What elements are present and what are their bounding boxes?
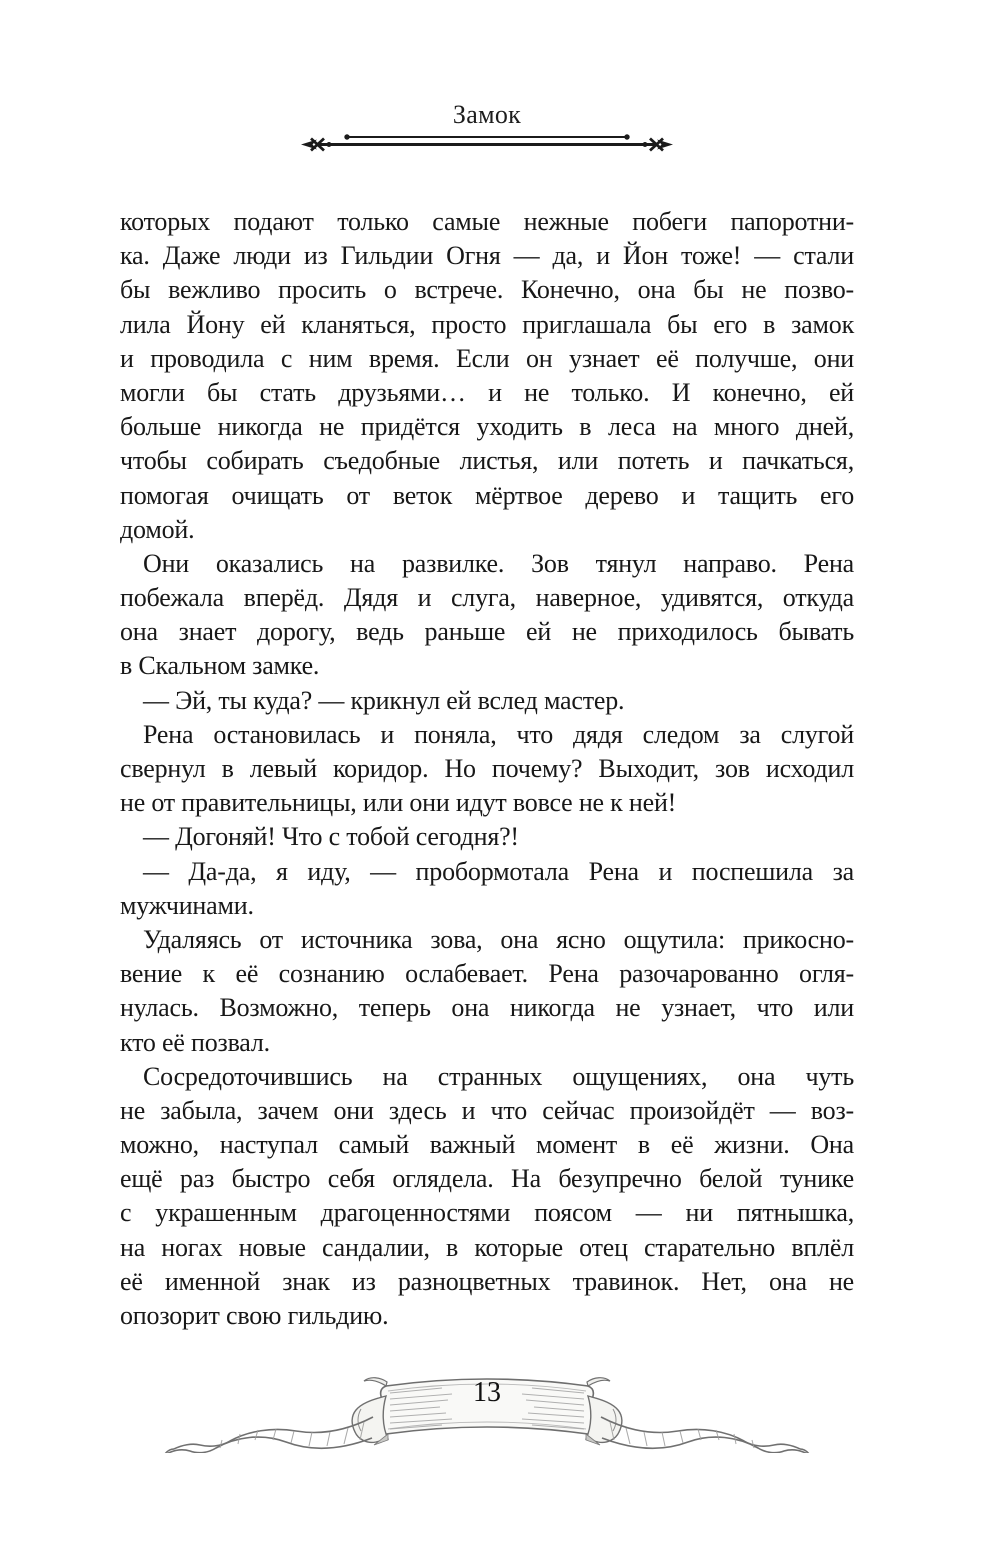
text-line: в Скальном замке. [120, 651, 320, 681]
text-line: мужчинами. [120, 890, 254, 920]
text-line: могли бы стать друзьями… и не только. И конечно, ей [120, 377, 854, 407]
text-line: свернул в левый коридор. Но почему? Выходит, зов исходил [120, 754, 854, 783]
text-line: ещё раз быстро себя оглядела. На безупречно белой тунике [120, 1164, 854, 1194]
text-line: больше никогда не придётся уходить в леса на много дней, [120, 412, 854, 442]
text-line: не от правительницы, или они идут вовсе не к ней! [120, 788, 677, 818]
text-line: ка. Даже люди из Гильдии Огня — да, и Йон тоже! — стали [120, 241, 854, 271]
text-line: — Эй, ты куда? — крикнул ей вслед мастер. [143, 685, 625, 715]
text-line: кто её позвал. [120, 1027, 270, 1057]
text-line: и проводила с ним время. Если он узнает её получше, они [120, 343, 854, 373]
page-number: 13 [473, 1377, 501, 1408]
text-line: побежала вперёд. Дядя и слуга, наверное, удивятся, откуда [120, 583, 854, 613]
text-line: Рена остановилась и поняла, что дядя следом за слугой [143, 719, 854, 749]
paragraph [120, 205, 854, 547]
text-line: она знает дорогу, ведь раньше ей не приходилось бывать [120, 617, 854, 647]
text-line: с украшенным драгоценностями поясом — ни пятнышка, [120, 1198, 854, 1228]
text-line: нулась. Возможно, теперь она никогда не узнает, что или [120, 993, 854, 1023]
text-line: можно, наступал самый важный момент в её жизни. Она [120, 1130, 854, 1160]
text-block [120, 205, 854, 1333]
text-line: опозорит свою гильдию. [120, 1301, 389, 1330]
text-line: не забыла, зачем они здесь и что сейчас произойдёт — воз- [120, 1095, 854, 1125]
text-line: бы вежливо просить о встрече. Конечно, она бы не позво- [120, 275, 854, 305]
paragraph [120, 855, 854, 923]
text-line: домой. [120, 514, 195, 544]
text-line: её именной знак из разноцветных травинок. Нет, она не [120, 1266, 854, 1296]
paragraph [120, 923, 854, 1060]
text-line: Сосредоточившись на странных ощущениях, она чуть [143, 1061, 854, 1091]
text-line: которых подают только самые нежные побеги папоротни- [120, 207, 854, 236]
paragraph [120, 684, 854, 718]
text-line: чтобы собирать съедобные листья, или потеть и пачкаться, [120, 446, 854, 476]
text-line: вение к её сознанию ослабевает. Рена разочарованно огля- [120, 959, 854, 989]
text-line: — Догоняй! Что с тобой сегодня?! [143, 822, 519, 852]
paragraph [120, 1060, 854, 1334]
text-line: на ногах новые сандалии, в которые отец старательно вплёл [120, 1232, 854, 1262]
text-line: Они оказались на развилке. Зов тянул направо. Рена [143, 548, 854, 578]
header-rule-ornament-icon [120, 128, 854, 162]
chapter-title: Замок [452, 100, 522, 129]
paragraph [120, 718, 854, 821]
text-line: Удаляясь от источника зова, она ясно ощутила: прикосно- [143, 924, 854, 954]
text-line: помогая очищать от веток мёртвое дерево и тащить его [120, 480, 854, 510]
paragraph [120, 547, 854, 684]
text-line: — Да-да, я иду, — пробормотала Рена и поспешила за [143, 856, 854, 886]
text-line: лила Йону ей кланяться, просто приглашала бы его в замок [120, 309, 854, 339]
paragraph [120, 820, 854, 854]
